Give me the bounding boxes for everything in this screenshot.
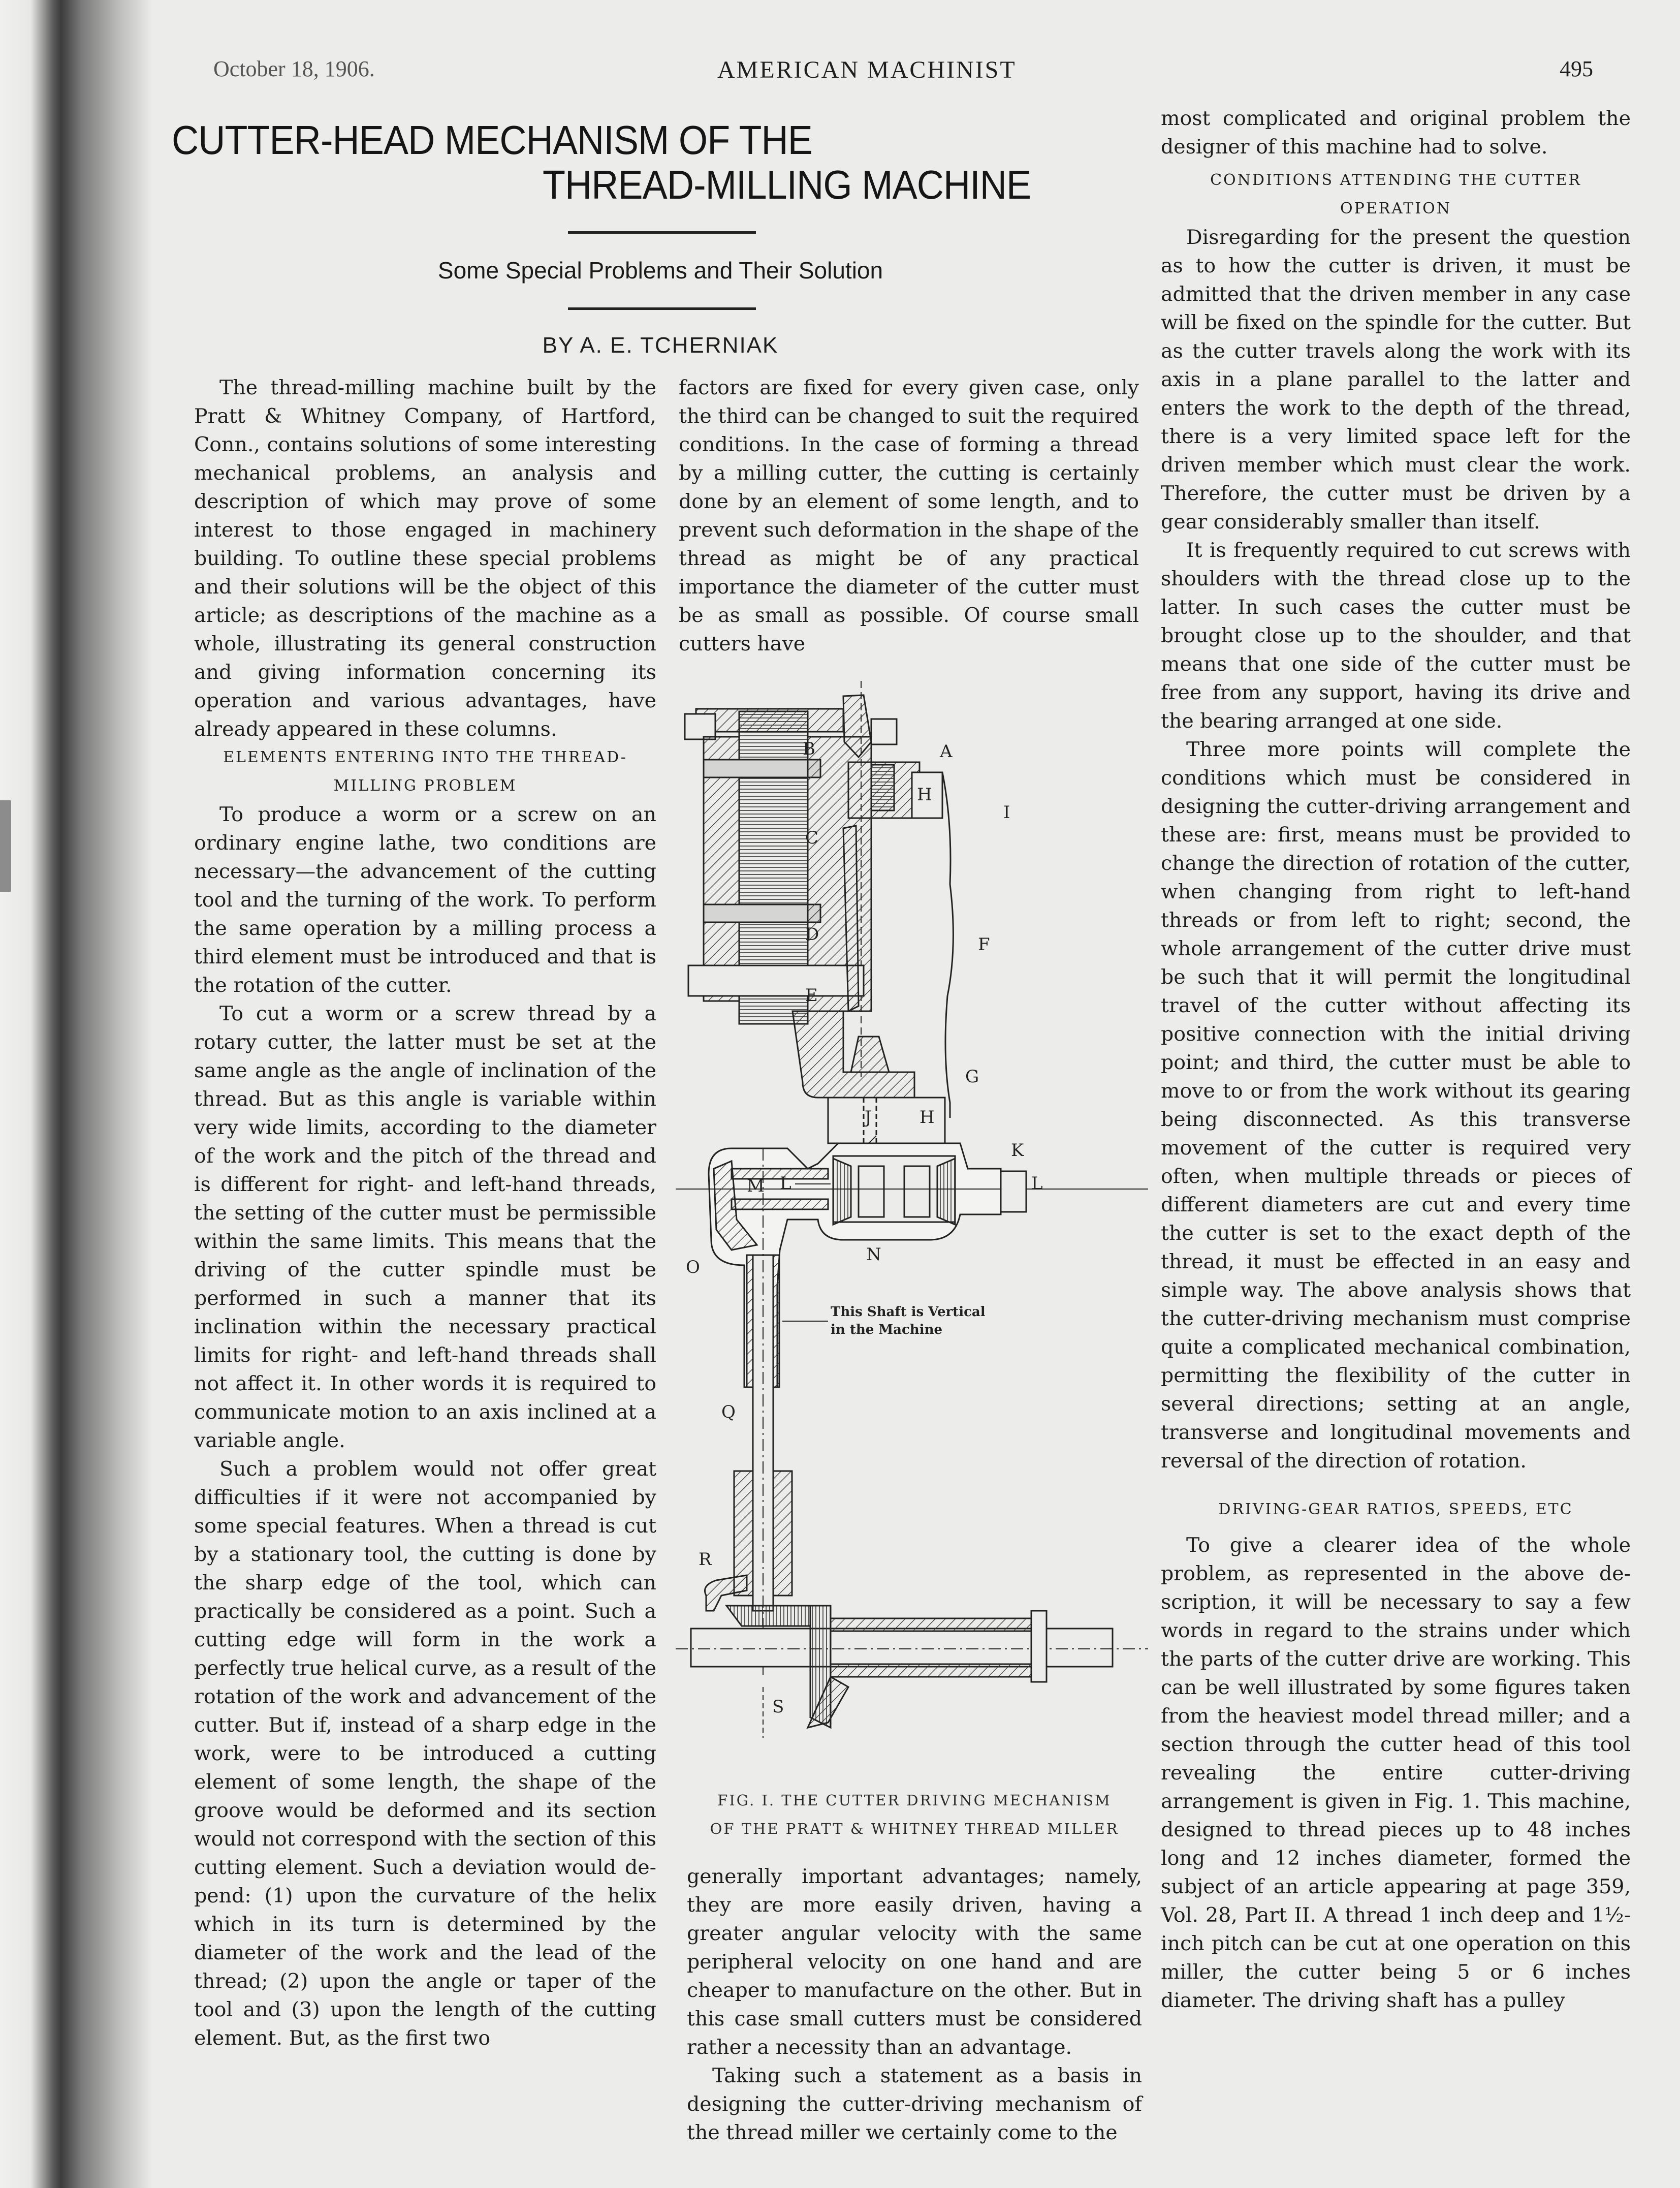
page-number: 495 — [1560, 56, 1593, 81]
figure-label-o: O — [686, 1257, 700, 1277]
article-title-line-1: CUTTER-HEAD MECHANISM OF THE — [172, 117, 812, 163]
figure-label-m: M — [747, 1176, 765, 1196]
figure-label-h: H — [917, 785, 932, 805]
paragraph: most complicated and original problem the designer of this machine had to solve. — [1161, 107, 1631, 159]
section-heading — [194, 743, 656, 800]
column-2-top — [679, 373, 1139, 658]
column-1 — [194, 373, 656, 2052]
paragraph: generally important advantages; namely, they are more easily driven, having a greater angular velocity with the same peripheral velocity on one hand and are cheaper to manufacture on the other. But in this case small cutters must be considered rather a necessity than an advantage. — [687, 1865, 1142, 2059]
paragraph: Taking such a statement as a basis in designing the cutter-driving mechanism of the thread miller we certainly come to the — [687, 2064, 1142, 2144]
figure-label-e: E — [805, 985, 818, 1006]
figure-label-r: R — [699, 1549, 712, 1570]
figure-label-l-left: L — [780, 1173, 791, 1194]
paragraph: It is frequently required to cut screws with shoulders with the thread close up to the latter. In such cases the cutter must be brought close up to the shoulder, and that means that one side of the cutter must be free from any support, having its drive and the bearing arranged at one side. — [1161, 539, 1631, 733]
section-heading — [1161, 166, 1631, 223]
paragraph: To cut a worm or a screw thread by a rotary cutter, the latter must be set at the same angle as the angle of inclination of the thread. But as this angle is variable within very wide limits, according to the diameter of the work and the pitch of the thread and is different for right- and left-hand threads, the setting of the cutter must be permissible within the same limits. This means that the driving of the cutter spindle must be performed in such a manner that its inclination within the necessary practical limits for right- and left-hand threads shall not affect it. In other words it is required to communicate motion to an axis inclined at a variable angle. — [194, 1002, 656, 1452]
paragraph: To give a clearer idea of the whole problem, as represented in the above description, it will be necessary to say a few words in regard to the strains under which the parts of the cutter drive are working. This can be well illustrated by some figures taken from the heaviest model thread miller; and a section through the cutter head of this tool revealing the entire cutter-driving arrangement is given in Fig. 1. This machine, designed to thread pieces up to 48 inches long and 12 inches diameter, formed the subject of an article appearing at page 359, Vol. 28, Part II. A thread 1 inch deep and 1½-inch pitch can be cut at one operation on this miller, the cutter being 5 or 6 inches diameter. The driving shaft has a pulley — [1161, 1534, 1631, 2012]
figure-label-a: A — [940, 741, 953, 762]
figure-label-g: G — [965, 1067, 979, 1087]
figure-caption-line: FIG. I. THE CUTTER DRIVING MECHANISM — [717, 1792, 1112, 1809]
paragraph: Such a problem would not offer great difficulties if it were not accompanied by some special features. When a thread is cut by a stationary tool, the cutting is done by the sharp edge of the tool, which can practically be considered as a point. Such a cutting edge will form in the work a perfectly true helical curve, as a result of the rotation of the work and advancement of the cutter. But if, instead of a sharp edge in the work, were to be introduced a cutting element of some length, the shape of the groove would be deformed and its section would not correspond with the section of this cutting element. Such a deviation would depend: (1) upon the curvature of the helix which in its turn is determined by the diameter of the work and the lead of the thread; (2) upon the angle or taper of the tool and (3) upon the length of the cutting element. But, as the first two — [194, 1457, 656, 2050]
section-heading: DRIVING-GEAR RATIOS, SPEEDS, ETC — [1218, 1501, 1573, 1518]
section-heading-line: ELEMENTS ENTERING INTO THE THREAD- — [223, 748, 627, 766]
column-3 — [1161, 104, 1631, 2015]
section-heading-line: OPERATION — [1340, 200, 1451, 217]
journal-name: AMERICAN MACHINIST — [717, 56, 1017, 83]
section-heading-line: CONDITIONS ATTENDING THE CUTTER — [1210, 171, 1581, 189]
column-2-bottom — [687, 1862, 1142, 2147]
paragraph: The thread-milling machine built by the Pratt & Whitney Company, of Hartford, Conn., contains solutions of some interesting mechanical problems, an analysis and description of which may prove of some interest to those engaged in machinery building. To outline these special problems and their solutions will be the object of this article; as descriptions of the machine as a whole, illustrating its general construction and giving information concerning its operation and various advantages, have already appeared in these columns. — [194, 376, 656, 741]
figure-caption-line: OF THE PRATT & WHITNEY THREAD MILLER — [710, 1820, 1119, 1837]
paragraph: Disregarding for the present the question as to how the cutter is driven, it must be admitted that the driven member in any case will be fixed on the spindle for the cutter. But as the cutter travels along the work with its axis in a plane parallel to the latter and enters the work to the depth of the thread, there is a very limited space left for the driven member which must clear the work. Therefore, the cutter must be driven by a gear considerably smaller than itself. — [1161, 226, 1631, 534]
paragraph: Three more points will complete the conditions which must be considered in designing the cutter-driving arrangement and these are: first, means must be provided to change the direction of rotation of the cutter, when changing from right to left-hand threads or from left to right; second, the whole arrangement of the cutter drive must be such that it will permit the longitudinal travel of the cutter without affecting its positive connection with the initial driving point; and third, the cutter must be able to move to or from the work without its gearing being disconnected. As this transverse movement of the cutter is required very often, when multiple threads or pieces of different diameters are cut and every time the cutter is set to the exact depth of the thread, it must be effected in an easy and simple way. The above analysis shows that the cutter-driving mechanism must comprise quite a complicated mechanical combination, permitting the flexibility of the cutter in several directions; setting at an angle, transverse and longitudinal movements and reversal of the direction of rotation. — [1161, 738, 1631, 1473]
figure-label-h-lower: H — [920, 1107, 935, 1128]
figure-note-line-1: This Shaft is Vertical — [831, 1304, 986, 1320]
figure-note-line-2: in the Machine — [831, 1322, 943, 1337]
figure-label-j: J — [865, 1107, 872, 1128]
figure-cutter-driving-mechanism — [676, 681, 1148, 1738]
subtitle-rule — [568, 307, 756, 310]
article-title-line-2: THREAD-MILLING MACHINE — [543, 162, 1031, 207]
figure-caption — [691, 1786, 1138, 1843]
figure-label-q: Q — [721, 1402, 736, 1422]
figure-label-i: I — [1003, 802, 1010, 823]
index-tab — [0, 800, 11, 892]
figure-label-f: F — [978, 934, 990, 955]
figure-label-l-right: L — [1031, 1173, 1043, 1194]
article-subtitle: Some Special Problems and Their Solution — [437, 257, 883, 284]
mechanism-drawing — [676, 681, 1148, 1738]
paragraph: factors are fixed for every given case, only the third can be changed to suit the required conditions. In the case of forming a thread by a milling cutter, the cutting is certainly done by an element of some length, and to prevent such deformation in the shape of the thread as might be of any practical importance the diameter of the cutter must be as small as possible. Of course small cutters have — [679, 376, 1139, 655]
byline: BY A. E. TCHERNIAK — [542, 333, 779, 358]
figure-label-s: S — [772, 1697, 784, 1717]
title-rule — [568, 231, 756, 234]
figure-label-c: C — [805, 828, 819, 848]
paragraph: To produce a worm or a screw on an ordinary engine lathe, two conditions are necessary—the advancement of the cutting tool and the turning of the work. To perform the same operation by a milling process a third element must be introduced and that is the rotation of the cutter. — [194, 803, 656, 997]
section-heading-line: MILLING PROBLEM — [333, 777, 517, 795]
figure-label-d: D — [805, 924, 819, 945]
figure-label-n: N — [866, 1244, 881, 1265]
issue-date: October 18, 1906. — [213, 56, 375, 81]
figure-label-b: B — [803, 739, 815, 759]
figure-label-k: K — [1011, 1140, 1024, 1161]
book-binding-shadow — [0, 0, 152, 2188]
